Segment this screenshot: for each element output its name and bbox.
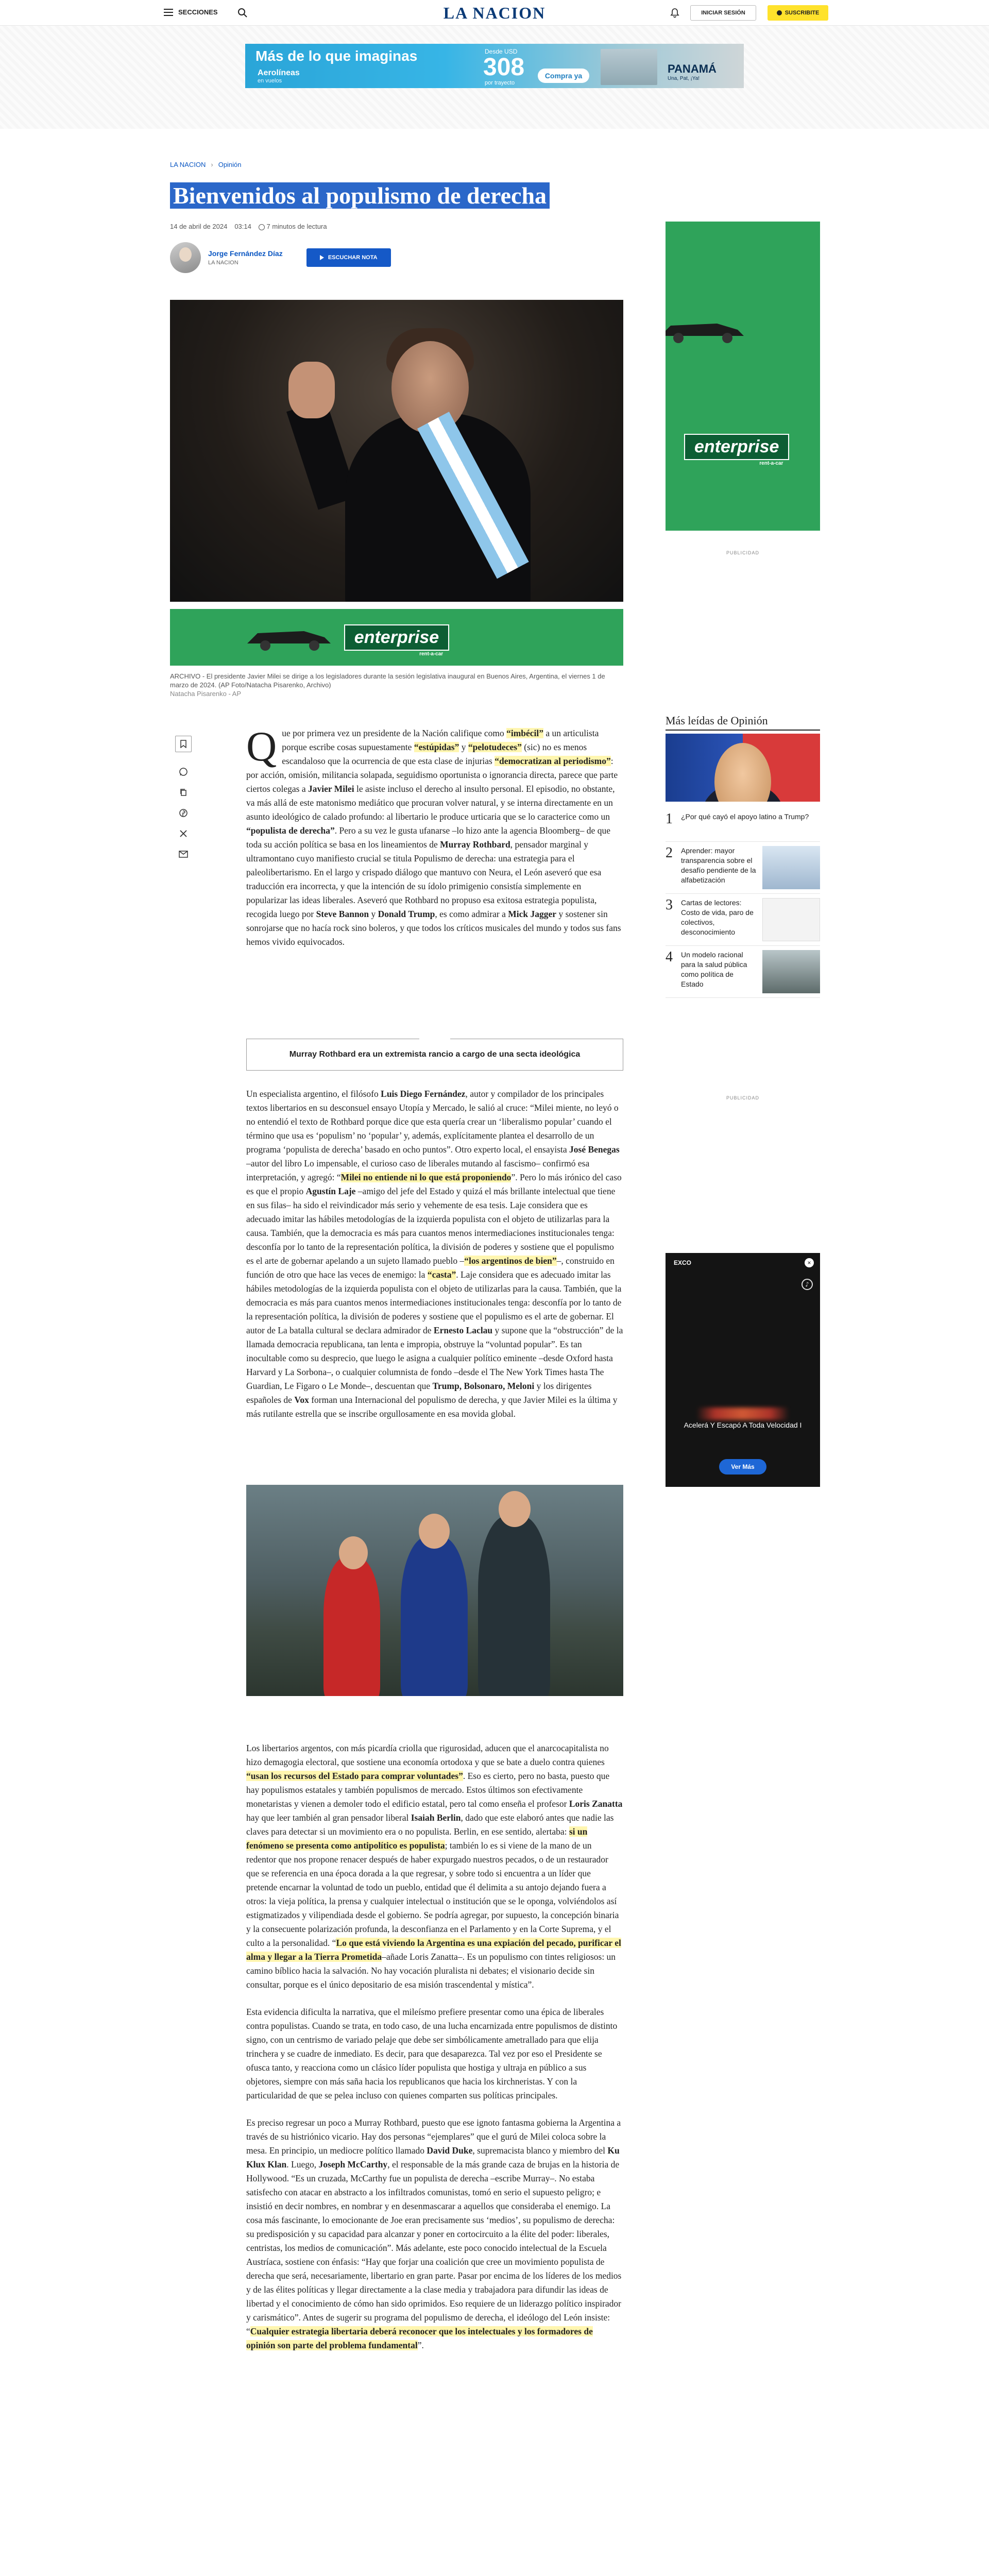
enterprise-logo bbox=[684, 434, 789, 466]
most-read-hero-image[interactable] bbox=[666, 734, 820, 802]
item-thumbnail[interactable] bbox=[762, 898, 820, 941]
ad-price-label: Desde USD bbox=[485, 48, 518, 55]
article-title bbox=[170, 181, 592, 210]
ad-brand: Aerolíneas bbox=[258, 69, 300, 77]
highlight: Lo que está viviendo la Argentina es una expiación del pecado, purificar el alma y llegar a la Tierra Prometida bbox=[246, 1938, 621, 1962]
advertising-label: PUBLICIDAD bbox=[726, 1095, 759, 1100]
enterprise-logo-sub: rent-a-car bbox=[759, 461, 783, 466]
bold-text: Mick Jagger bbox=[508, 909, 557, 919]
most-read-item[interactable] bbox=[666, 946, 820, 998]
enterprise-logo-text: enterprise bbox=[694, 437, 779, 456]
bold-text: Joseph McCarthy bbox=[318, 2159, 388, 2170]
photo-person-3 bbox=[478, 1516, 550, 1696]
text: –, construido en función de otro que hace las veces de enemigo: la bbox=[246, 1256, 615, 1280]
bold-text: Donald Trump bbox=[378, 909, 435, 919]
article-body-2 bbox=[246, 1087, 623, 1434]
breadcrumb-separator: › bbox=[211, 161, 213, 168]
ad-brand-sub: en vuelos bbox=[258, 78, 282, 84]
highlight: Cualquier estrategia libertaria deberá reconocer que los intelectuales y los formadores de opinión son parte del problema fundamental bbox=[246, 2326, 593, 2350]
text: ”. bbox=[417, 2340, 424, 2350]
bold-text: Ku Klux Klan bbox=[246, 2145, 620, 2170]
bold-text: Agustín Laje bbox=[305, 1186, 356, 1196]
photo-person-2 bbox=[401, 1536, 468, 1696]
highlight: Milei no entiende ni lo que está proponiendo bbox=[340, 1172, 511, 1182]
video-ad-brand: EXCO bbox=[674, 1259, 692, 1266]
hero-photo-face bbox=[391, 341, 469, 434]
hero-photo-fist bbox=[288, 362, 335, 418]
bold-text: Murray Rothbard bbox=[440, 839, 510, 850]
text: ”. Pero lo más irónico del caso es que el propio bbox=[246, 1172, 622, 1196]
article-meta bbox=[170, 223, 327, 230]
bold-text: Isaiah Berlin bbox=[411, 1812, 461, 1823]
text: forman una Internacional del populismo de derecha, y que Javier Milei es la última y más rutilante estrella que se inscribe orgullosamente en esa movida global. bbox=[246, 1395, 618, 1419]
photo-head-3 bbox=[499, 1491, 531, 1527]
text: Es preciso regresar un poco a Murray Rothbard, puesto que ese ignoto fantasma gobierna la Argentina a través de su histriónico vicario. Hay dos personas “ejemplares” que el gurú de Milei coloca sobre la mesa. En principio, un mediocre político llamado bbox=[246, 2117, 621, 2156]
most-read-item[interactable] bbox=[666, 808, 820, 842]
highlight: “democratizan al periodismo” bbox=[494, 756, 611, 766]
text: . Pero a su vez le gusta ufanarse –lo hizo ante la agencia Bloomberg– de que toda su acción política se basa en los lineamientos de bbox=[246, 825, 610, 850]
pull-quote: Murray Rothbard era un extremista rancio a cargo de una secta ideológica bbox=[246, 1039, 623, 1071]
photo-person-1 bbox=[323, 1557, 380, 1696]
paragraph-3 bbox=[246, 1741, 623, 1992]
bold-text: Trump, Bolsonaro, Meloni bbox=[432, 1381, 535, 1391]
subscribe-button[interactable] bbox=[768, 5, 828, 21]
paragraph-4: Esta evidencia dificulta la narrativa, que el mileísmo prefiere presentar como una épica de liberales contra populistas. Cuando se trata, en todo caso, de una lucha encarnizada entre populismos de distinto signo, con un centrismo de variado pelaje que debe ser simbólicamente ametrallado para que elija trinchera y se cuadre de inmediato. Es decir, para que desaparezca. Tal vez por eso el Presidente se ofusca tanto, y reacciona como un clásico líder populista que hostiga y ultraja en público a sus objetores, siempre con más saña hacia los republicanos que hacia los kirchneristas. Y con la particularidad de que se pelea incluso con quienes comparten sus políticas principales. bbox=[246, 2007, 618, 2100]
enterprise-logo bbox=[344, 624, 449, 657]
ad-destination-sub: Una, Pat, ¡Ya! bbox=[668, 76, 700, 81]
hero-caption-text: ARCHIVO - El presidente Javier Milei se dirige a los legisladores durante la sesión legislativa inaugural en Buenos Aires, Argentina, el viernes 1 de marzo de 2024. (AP Foto/Natacha Pisarenko, Archivo) bbox=[170, 672, 605, 689]
text: ; también lo es si viene de la mano de un redentor que nos propone renacer después de haber expurgado nuestros pecados, o de un restaurador que se referencia en una época dorada a la que regresar, y sobre todo si encuentra a un líder que pretende encarnar la voluntad de todo un pueblo, entidad que él delimita a su antojo dejando fuera a otros: la vieja política, la prensa y cualquier intelectual o institución que se le oponga, volviéndolos así estigmatizados y vilipendiada desde el gobierno. Se podría agregar, por supuesto, la concepción binaria y la consecuente polarización profunda, la desconfianza en el Parlamento y en la Corte Suprema, y el culto a la personalidad. “ bbox=[246, 1840, 619, 1948]
text: , dado que este elaboró antes que nadie las claves para detectar si un movimiento era o no populista. Berlin, en ese sentido, alertaba: bbox=[246, 1812, 614, 1837]
text: y bbox=[459, 742, 468, 752]
top-navigation-bar bbox=[0, 0, 989, 26]
text: Los libertarios argentos, con más picardía criolla que rigurosidad, aducen que el anarcocapitalista no hizo demagogia electoral, que sostiene una economía ortodoxa y que se bate a duelo contra quienes bbox=[246, 1743, 609, 1767]
photo-head-1 bbox=[339, 1536, 368, 1569]
ad-buy-button[interactable]: Compra ya bbox=[538, 69, 589, 83]
text: : por acción, omisión, militancia solapada, seguidismo oportunista o ignorancia directa, parece que parte ciertos colegas a bbox=[246, 756, 618, 794]
hero-photo bbox=[170, 300, 623, 602]
author-info bbox=[208, 249, 283, 266]
sidebar-ad-enterprise[interactable] bbox=[666, 222, 820, 531]
article-body bbox=[246, 723, 623, 1044]
article-date: 14 de abril de 2024 bbox=[170, 223, 228, 230]
item-thumbnail[interactable] bbox=[762, 950, 820, 993]
highlight: si un fenómeno se presenta como antipolítico es populista bbox=[246, 1826, 588, 1851]
email-icon[interactable] bbox=[178, 849, 189, 859]
breadcrumb bbox=[170, 161, 242, 168]
text: (sic) no es menos escandaloso que la ocurrencia de que esta clase de injurias bbox=[282, 742, 587, 766]
close-icon[interactable]: × bbox=[805, 1258, 814, 1267]
sections-menu-label: SECCIONES bbox=[178, 8, 218, 16]
bold-text: José Benegas bbox=[569, 1144, 620, 1155]
photo-head-2 bbox=[419, 1514, 450, 1549]
author-avatar[interactable] bbox=[170, 242, 201, 273]
article-time: 03:14 bbox=[234, 223, 251, 230]
item-title[interactable]: Cartas de lectores: Costo de vida, paro de colectivos, desconocimiento bbox=[681, 899, 754, 936]
most-read-title: Más leídas de Opinión bbox=[666, 714, 768, 727]
hero-caption-credit: Natacha Pisarenko - AP bbox=[170, 690, 242, 698]
text: y sostener sin sonrojarse que no hacía rock sino boleros, y que todos los críticos musicales del mundo y todos sus fans hemos vivido equivocados. bbox=[246, 909, 621, 947]
bold-text: David Duke bbox=[427, 2145, 473, 2156]
highlight: “imbécil” bbox=[506, 728, 544, 738]
pinterest-icon[interactable] bbox=[178, 808, 189, 818]
bold-text: Ernesto Laclau bbox=[433, 1325, 493, 1335]
item-title[interactable]: Un modelo racional para la salud pública como política de Estado bbox=[681, 951, 747, 988]
ad-canal-image bbox=[601, 49, 657, 85]
bold-text: Loris Zanatta bbox=[569, 1799, 623, 1809]
text: , pensador marginal y ultramontano cuyo manifiesto crucial se titula Populismo de derecha: una estrategia para el paleolibertarismo. En el largo y crispado diálogo que mantuvo con Neura, el León aseveró que esa traducción era incorrecta, y que la intención de su ídolo primigenio consistía simplemente en popularizar las ideas liberales. Aseveró que Rothbard no propuso esa exitosa estrategia populista, recogida luego por bbox=[246, 839, 602, 919]
ad-headline: Más de lo que imaginas bbox=[255, 48, 418, 64]
text: . Eso es cierto, pero no basta, puesto que hay populismos estatales y también populismos de mercado. Estos últimos son efectivamente monetaristas y vienen a demoler todo el edificio estatal, pero tal como enseña el profesor bbox=[246, 1771, 610, 1809]
enterprise-logo-text: enterprise bbox=[354, 627, 439, 647]
paragraph-2 bbox=[246, 1087, 623, 1421]
x-twitter-icon[interactable] bbox=[178, 828, 189, 839]
author-block bbox=[170, 242, 391, 273]
car-icon bbox=[666, 314, 748, 345]
bold-text: Luis Diego Fernández bbox=[381, 1089, 466, 1099]
highlight: “usan los recursos del Estado para comprar voluntades” bbox=[246, 1771, 463, 1781]
listen-article-button[interactable] bbox=[306, 248, 391, 267]
bold-text: Steve Bannon bbox=[316, 909, 369, 919]
video-ad-cta-button[interactable]: Ver Más bbox=[719, 1459, 766, 1475]
text: . Laje considera que es adecuado imitar las hábiles metodologías de la izquierda populista con el objeto de utilizarlas para la causa. También, que la democracia es más para cuantos menos intermediaciones institucionales tenga: desconfía por lo tanto de la representación política, la división de poderes y sostiene que el populismo es el arte de gobernar. El autor de La batalla cultural se declara admirador de bbox=[246, 1269, 622, 1335]
most-read-list bbox=[666, 808, 820, 998]
subscribe-dot-icon bbox=[777, 10, 782, 15]
highlight: “casta” bbox=[427, 1269, 456, 1280]
ad-price-sub: por trayecto bbox=[485, 80, 515, 86]
inline-ad-enterprise[interactable] bbox=[170, 609, 623, 666]
most-read-item[interactable] bbox=[666, 894, 820, 946]
most-read-hero-face bbox=[714, 743, 771, 802]
dropcap: Q bbox=[246, 723, 277, 770]
text: y los dirigentes españoles de bbox=[246, 1381, 592, 1405]
article-body-3 bbox=[246, 1741, 623, 2366]
video-ad-player[interactable] bbox=[666, 1253, 820, 1487]
text: –autor del libro Lo impensable, el curioso caso de liberales mutando al fascismo– confirmó esa interpretación, y agregó: “ bbox=[246, 1158, 590, 1182]
text: , es como admirar a bbox=[435, 909, 508, 919]
most-read-item[interactable] bbox=[666, 842, 820, 894]
text: , el responsable de la más grande caza de brujas en la historia de Hollywood. “Es un cruzada, McCarthy fue un populista de derecha –escribe Murray–. No estaba satisfecho con atacar en abstracto a los infiltrados comunistas, tomó en serio el supuesto peligro; e insistió en decir nombres, en nombrar y en desenmascarar a aquellos que consideraba el enemigo. La cosa más fascinante, lo emocionante de Joe eran precisamente sus ‘medios’, su populismo de derecha: su predisposición y su capacidad para alcanzar y poner en cortocircuito a la élite del poder: liberales, centristas, los medios de comunicación”. Más adelante, este poco conocido intelectual de la Escuela Austríaca, sostiene con énfasis: “Hay que forjar una coalición que cree un movimiento populista de derecha que será, necesariamente, libertario en gran parte. Pasar por encima de los líderes de los medios y de las élites políticas y llegar directamente a la clase media y trabajadora para difundir las ideas de libertad y el conocimiento de cómo han sido oprimidos. Eso requiere de un liderazgo político inspirador y carismático”. Antes de sugerir su programa del populismo de derecha, el ideólogo del León insiste: “ bbox=[246, 2159, 622, 2336]
bold-text: Vox bbox=[294, 1395, 309, 1405]
listen-label: ESCUCHAR NOTA bbox=[328, 255, 378, 261]
hero-caption bbox=[170, 672, 623, 698]
text: hay que leer también al gran pensador liberal bbox=[246, 1812, 411, 1823]
login-button[interactable]: INICIAR SESIÓN bbox=[690, 5, 756, 21]
enterprise-logo-sub: rent-a-car bbox=[419, 651, 444, 657]
text: , supremacista blanco y miembro del bbox=[472, 2145, 608, 2156]
highlight: “estúpidas” bbox=[414, 742, 459, 752]
copy-link-icon[interactable] bbox=[178, 787, 189, 798]
item-number: 3 bbox=[666, 897, 673, 913]
breadcrumb-home[interactable]: LA NACION bbox=[170, 161, 206, 168]
text: le asiste incluso el derecho al insulto personal. El episodio, no obstante, va más allá de este matonismo mediático que procuran volver natural, y se interna directamente en un asunto ideológico de calado profundo: al libertario le produce urticaria que se lo caracterice como un bbox=[246, 784, 615, 822]
bookmark-button[interactable] bbox=[175, 736, 192, 752]
reading-time bbox=[259, 223, 327, 230]
ad-price: 308 bbox=[483, 54, 525, 81]
car-icon bbox=[242, 622, 335, 653]
top-banner-ad[interactable] bbox=[245, 44, 744, 88]
most-read-divider bbox=[666, 730, 820, 731]
breadcrumb-section[interactable]: Opinión bbox=[218, 161, 242, 168]
text: , autor y compilador de los principales textos libertarios en su desconsuel ensayo Utopía y Mercado, le salió al cruce: “Milei miente, no leyó o no entendió el texto de Rothbard porque dice que esta quería crear un ‘liberalismo popular’ cuando el término que usa es ‘populism’ no ‘popular’ y, además, explícitamente plantea el desarrollo de un programa ‘populista de derecha’ basado en ocho puntos”. Otro experto local, el ensayista bbox=[246, 1089, 619, 1155]
bookmark-icon bbox=[180, 740, 187, 748]
article-title-text: Bienvenidos al populismo de derecha bbox=[170, 182, 550, 209]
text: ue por primera vez un presidente de la Nación califique como bbox=[282, 728, 507, 738]
highlight: “los argentinos de bien” bbox=[464, 1256, 557, 1266]
article-photo-children bbox=[246, 1485, 623, 1696]
text: –añade Loris Zanatta–. Es un populismo con tintes religiosos: un camino bíblico hacia la salvación. No hay vocación pluralista ni debates; el visionario decide sin consultar, porque es el único depositario de esa misión trascendental y mística”. bbox=[246, 1952, 616, 1990]
text: . Luego, bbox=[286, 2159, 319, 2170]
ad-destination: PANAMÁ bbox=[668, 62, 717, 75]
item-number: 1 bbox=[666, 811, 673, 827]
item-number: 4 bbox=[666, 949, 673, 965]
text: Un especialista argentino, el filósofo bbox=[246, 1089, 381, 1099]
text: –amigo del jefe del Estado y quizá el más brillante intelectual que tiene en sus filas– ha sido el reivindicador más serio y vehemente de esa tesis. Laje considera que es adecuado imitar las hábiles metodologías de la izquierda populista con el objeto de utilizarlas para la causa. También, que la democracia es más para cuantos menos intermediaciones institucionales tenga: desconfía por lo tanto de la representación política, la división de poderes y sostiene que el populismo es el arte de gobernar apelando a un sujeto llamado pueblo – bbox=[246, 1186, 616, 1266]
author-name[interactable]: Jorge Fernández Díaz bbox=[208, 249, 283, 258]
mute-icon[interactable]: ♪ bbox=[802, 1279, 813, 1290]
bold-text: Javier Milei bbox=[308, 784, 354, 794]
play-icon bbox=[320, 255, 324, 260]
video-ad-caption: Acelerá Y Escapó A Toda Velocidad I bbox=[684, 1421, 802, 1429]
whatsapp-icon[interactable] bbox=[178, 767, 189, 777]
item-title[interactable]: ¿Por qué cayó el apoyo latino a Trump? bbox=[681, 812, 809, 821]
advertising-label: PUBLICIDAD bbox=[726, 550, 759, 555]
item-thumbnail[interactable] bbox=[762, 846, 820, 889]
text: y supone que la “obstrucción” de la llamada democracia republicana, tan lenta e impropia, obstruye la “voluntad popular”. Es tan inocultable como su desprecio, que luego le asigna a cualquier político eminente –desde Oxford hasta Harvard y La Sorbona–, o cualquier columnista de fondo –desde el The New York Times hasta The Guardian, Le Figaro o Le Monde–, descuentan que bbox=[246, 1325, 623, 1391]
text: y bbox=[369, 909, 378, 919]
paragraph-5 bbox=[246, 2116, 623, 2352]
item-title[interactable]: Aprender: mayor transparencia sobre el desafío pendiente de la alfabetización bbox=[681, 846, 756, 884]
share-toolbar bbox=[175, 736, 192, 859]
reading-time-text: 7 minutos de lectura bbox=[266, 223, 327, 230]
item-number: 2 bbox=[666, 845, 673, 861]
site-logo[interactable]: LA NACION bbox=[443, 4, 546, 22]
text: a un articulista porque escribe cosas supuestamente bbox=[282, 728, 599, 752]
notifications-bell-icon[interactable] bbox=[670, 8, 680, 18]
video-ad-lights bbox=[696, 1408, 789, 1420]
paragraph-1 bbox=[246, 723, 623, 1030]
author-org: LA NACION bbox=[208, 260, 238, 266]
subscribe-label: SUSCRIBITE bbox=[785, 10, 820, 16]
clock-icon bbox=[259, 224, 265, 230]
bold-text: “populista de derecha” bbox=[246, 825, 335, 836]
highlight: “pelotudeces” bbox=[468, 742, 522, 752]
